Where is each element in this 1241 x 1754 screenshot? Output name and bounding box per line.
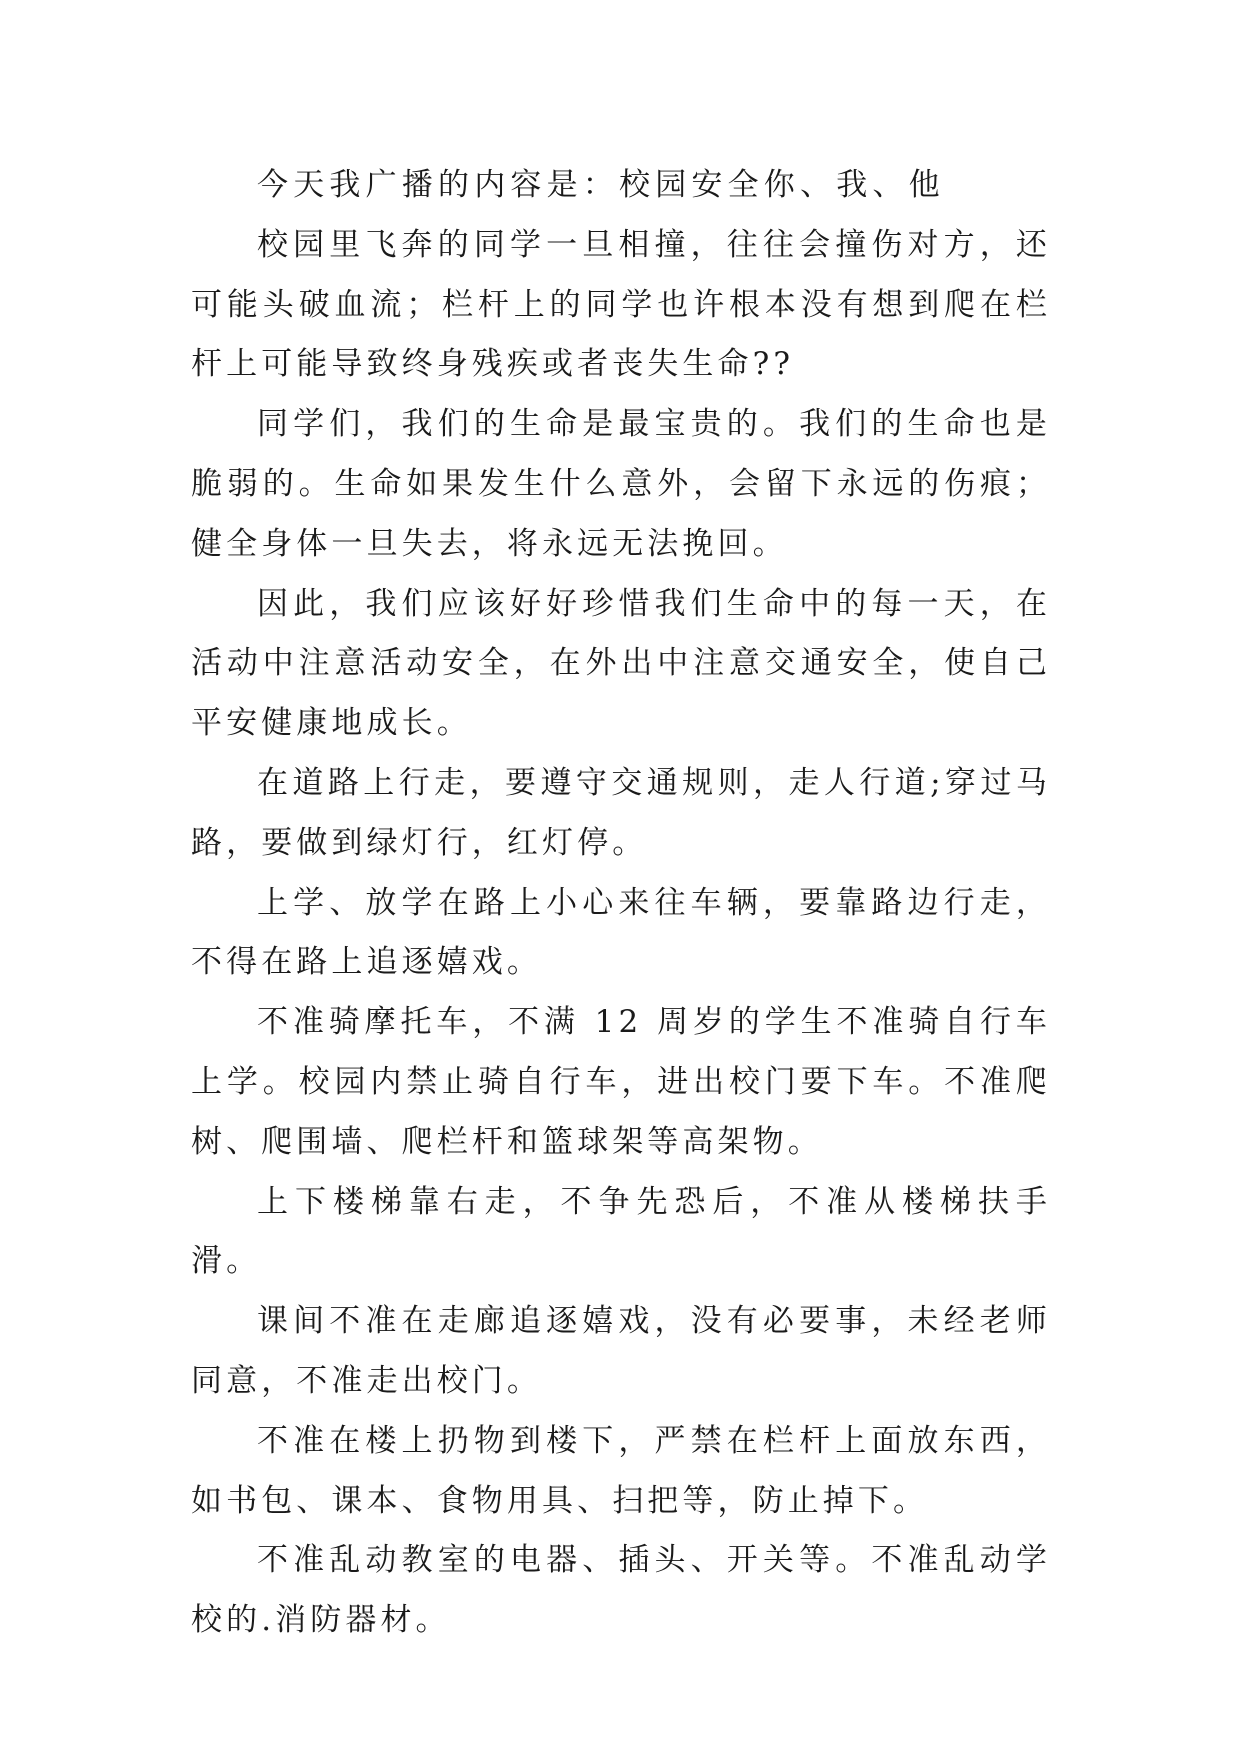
paragraph-3: 同学们，我们的生命是最宝贵的。我们的生命也是脆弱的。生命如果发生什么意外，会留下永远的伤痕；健全身体一旦失去，将永远无法挽回。: [191, 406, 1051, 562]
paragraph-2: 校园里飞奔的同学一旦相撞，往往会撞伤对方，还可能头破血流；栏杆上的同学也许根本没有想到爬在栏杆上可能导致终身残疾或者丧失生命??: [191, 226, 1051, 383]
paragraph-6: 上学、放学在路上小心来往车辆，要靠路边行走，不得在路上追逐嬉戏。: [191, 884, 1051, 981]
paragraph-4: 因此，我们应该好好珍惜我们生命中的每一天，在活动中注意活动安全，在外出中注意交通安全，使自己平安健康地成长。: [191, 585, 1051, 742]
paragraph-8: 上下楼梯靠右走，不争先恐后，不准从楼梯扶手滑。: [191, 1183, 1051, 1280]
paragraph-5: 在道路上行走，要遵守交通规则，走人行道;穿过马路，要做到绿灯行，红灯停。: [191, 764, 1051, 861]
paragraph-7: 不准骑摩托车，不满 12 周岁的学生不准骑自行车上学。校园内禁止骑自行车，进出校门要下车。不准爬树、爬围墙、爬栏杆和篮球架等高架物。: [191, 1004, 1051, 1160]
paragraph-11: 不准乱动教室的电器、插头、开关等。不准乱动学校的.消防器材。: [191, 1542, 1051, 1639]
document-body: [191, 156, 1051, 1651]
paragraph-9: 课间不准在走廊追逐嬉戏，没有必要事，未经老师同意，不准走出校门。: [191, 1303, 1051, 1399]
paragraph-1: 今天我广播的内容是：校园安全你、我、他: [257, 167, 945, 203]
paragraph-10: 不准在楼上扔物到楼下，严禁在栏杆上面放东西，如书包、课本、食物用具、扫把等，防止掉下。: [191, 1422, 1051, 1519]
